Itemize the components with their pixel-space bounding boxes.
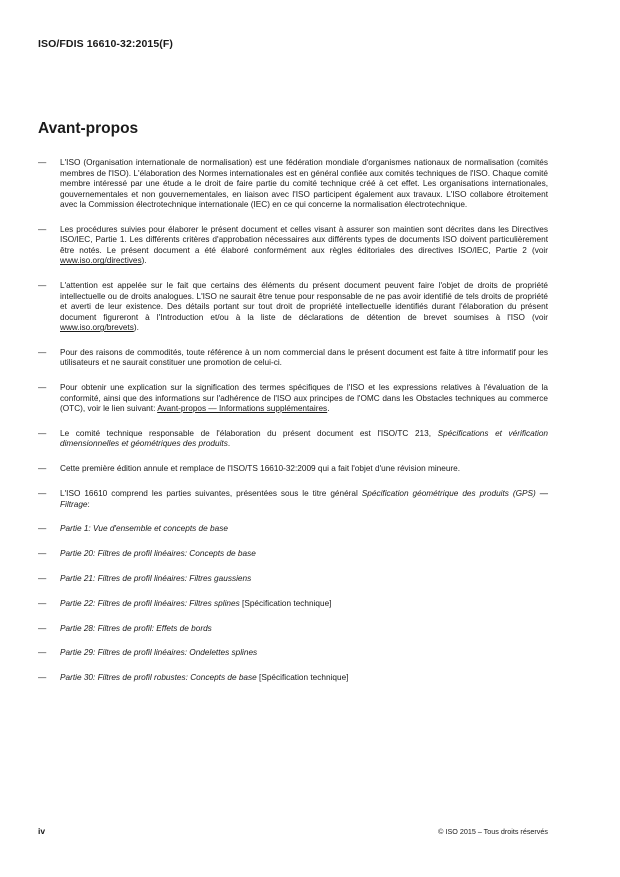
dash-bullet: — <box>38 464 47 474</box>
part-title: Partie 21: Filtres de profil linéaires: Filtres gaussiens <box>60 573 252 583</box>
dash-bullet: — <box>38 549 47 559</box>
list-item <box>38 383 548 415</box>
list-item <box>38 158 548 211</box>
list-item <box>38 429 548 450</box>
part-item <box>38 549 548 560</box>
dash-bullet: — <box>38 281 47 291</box>
item-text-end: ). <box>141 256 147 266</box>
item-text-end: . <box>327 404 330 414</box>
dash-bullet: — <box>38 524 47 534</box>
item-text: Pour des raisons de commodités, toute référence à un nom commercial dans le présent document est faite à titre informatif pour les utilisateurs et ne saurait constituer une promotion de celui-ci. <box>60 347 548 368</box>
item-text: Cette première édition annule et remplace de l'ISO/TS 16610-32:2009 qui a fait l'objet d'une révision mineure. <box>60 464 461 474</box>
document-id: ISO/FDIS 16610-32:2015(F) <box>38 38 173 50</box>
part-title: Partie 1: Vue d'ensemble et concepts de base <box>60 524 228 534</box>
series-title: Spécification géométrique des produits (GPS) — Filtrage <box>60 489 548 509</box>
list-item <box>38 348 548 369</box>
dash-bullet: — <box>38 648 47 658</box>
item-text: Les procédures suivies pour élaborer le présent document et celles visant à assurer son maintien sont décrites dans les Directives ISO/IEC, Partie 1. Les différents critères d'approbation nécessaires aux différents types de documents ISO doivent particulièrement être notés. Le présent document a été élaboré conformément aux règles éditoriales des directives ISO/IEC, Partie 2 (voir <box>60 224 548 255</box>
committee-title: Spécifications et vérification dimensionnelles et géométriques des produits <box>60 428 548 449</box>
part-item <box>38 574 548 585</box>
dash-bullet: — <box>38 598 47 608</box>
dash-bullet: — <box>38 224 47 234</box>
part-title: Partie 22: Filtres de profil linéaires: Filtres splines <box>60 598 240 608</box>
part-title: Partie 20: Filtres de profil linéaires: Concepts de base <box>60 549 256 559</box>
dash-bullet: — <box>38 673 47 683</box>
dash-bullet: — <box>38 623 47 633</box>
part-item <box>38 524 548 535</box>
item-text: Pour obtenir une explication sur la signification des termes spécifiques de l'ISO et les expressions relatives à l'évaluation de la conformité, ainsi que des informations sur l'adhérence de l'ISO aux principes de l'OMC dans les Obstacles techniques au commerce (OTC), voir le lien suivant: <box>60 383 548 414</box>
part-suffix: [Spécification technique] <box>239 598 332 608</box>
part-item <box>38 599 548 610</box>
item-text-end: ). <box>133 323 139 333</box>
list-item <box>38 489 548 510</box>
item-text: L'ISO (Organisation internationale de normalisation) est une fédération mondiale d'organismes nationaux de normalisation (comités membres de l'ISO). L'élaboration des Normes internationales est en général confiée aux comités techniques de l'ISO. Chaque comité membre intéressé par une étude a le droit de faire partie du comité technique créé à cet effet. Les organisations internationales, gouvernementales et non gouvernementales, en liaison avec l'ISO participent également aux travaux. L'ISO collabore étroitement avec la Commission électrotechnique internationale (IEC) en ce qui concerne la normalisation électrotechnique. <box>60 158 548 209</box>
foreword-list <box>38 158 548 698</box>
part-item <box>38 673 548 684</box>
list-item <box>38 225 548 267</box>
dash-bullet: — <box>38 573 47 583</box>
item-text: L'attention est appelée sur le fait que certains des éléments du présent document peuvent faire l'objet de droits de propriété intellectuelle ou de droits analogues. L'ISO ne saurait être tenue pour responsable de ne pas avoir identifié de tels droits de propriété et averti de leur existence. Des détails portant sur tout droit de propriété intellectuelle identifiés durant l'élaboration du présent document figureront à l'Introduction et/ou à la liste de déclarations de détention de brevet soumises à l'ISO (voir <box>60 281 548 322</box>
foreword-info-link[interactable]: Avant-propos — Informations supplémentaires <box>157 404 328 414</box>
item-text: L'ISO 16610 comprend les parties suivantes, présentées sous le titre général <box>60 489 362 499</box>
item-text-end: : <box>87 499 90 509</box>
dash-bullet: — <box>38 489 47 499</box>
item-text-end: . <box>227 439 231 449</box>
part-title: Partie 28: Filtres de profil: Effets de bords <box>60 623 212 633</box>
dash-bullet: — <box>38 383 47 393</box>
part-title: Partie 29: Filtres de profil linéaires: Ondelettes splines <box>60 648 258 658</box>
dash-bullet: — <box>38 347 47 357</box>
section-title: Avant-propos <box>38 120 139 137</box>
copyright-notice: © ISO 2015 – Tous droits réservés <box>438 827 548 836</box>
part-suffix: [Spécification technique] <box>256 673 349 683</box>
item-text: Le comité technique responsable de l'élaboration du présent document est l'ISO/TC 213, <box>60 428 438 438</box>
dash-bullet: — <box>38 158 47 167</box>
dash-bullet: — <box>38 428 47 438</box>
list-item <box>38 464 548 475</box>
directives-link[interactable]: www.iso.org/directives <box>60 256 142 266</box>
part-item <box>38 624 548 635</box>
part-title: Partie 30: Filtres de profil robustes: Concepts de base <box>60 673 257 683</box>
patents-link[interactable]: www.iso.org/brevets <box>60 323 134 333</box>
part-item <box>38 648 548 659</box>
list-item <box>38 281 548 334</box>
page-number: iv <box>38 826 46 836</box>
